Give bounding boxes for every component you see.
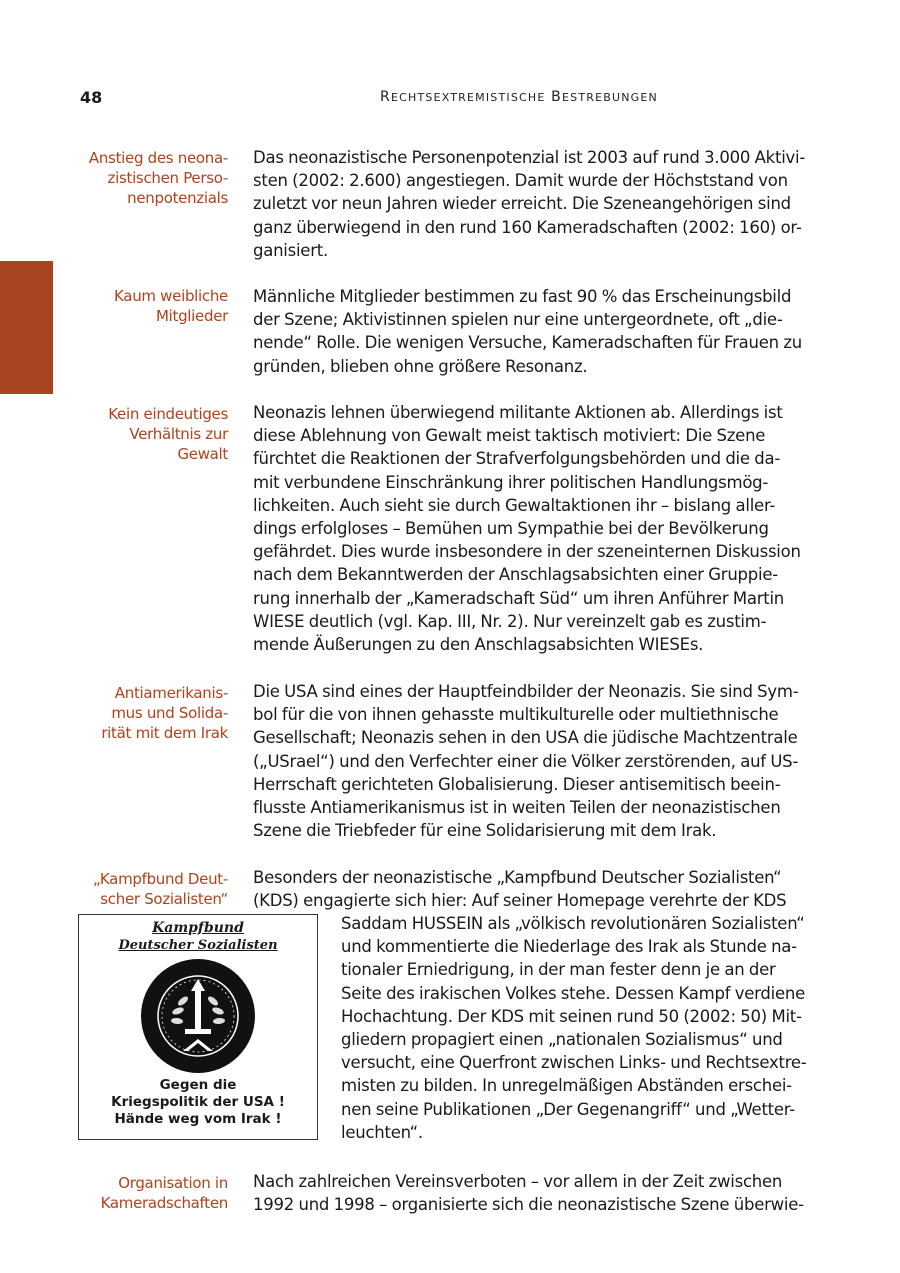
- running-head: RECHTSEXTREMISTISCHE BESTREBUNGEN: [380, 89, 658, 105]
- sidenote-5: „Kampfbund Deut- scher Sozialisten“: [92, 870, 228, 908]
- sidenote-3: Kein eindeutiges Verhältnis zur Gewalt: [108, 405, 228, 463]
- paragraph-5-continued: Saddam HUSSEIN als „völkisch revolutionären Sozialisten“ und kommentierte die Niederlage des Irak als Stunde na- tionaler Erniedrigung, in der man fester denn je an der Seite des irakischen Volkes stehe. Dessen Kampf verdiene Hochachtung. Der KDS mit seinen rund 50 (2002: 50) Mit- gliedern propagiert einen „nationalen Sozialismus“ und versucht, eine Querfront zwischen Links- und Rechtsextre- misten zu bilden. In unregelmäßigen Abständen erschei- nen seine Publikationen „Der Gegenangriff“ und „Wetter- leuchten“.: [341, 914, 807, 1142]
- chapter-tab-marker: [0, 261, 53, 394]
- paragraph-2: Männliche Mitglieder bestimmen zu fast 90 % das Erscheinungsbild der Szene; Aktivistinnen spielen nur eine untergeordnete, oft „die- nende“ Rolle. Die wenigen Versuche, Kameradschaften für Frauen zu gründen, blieben ohne größere Resonanz.: [253, 287, 802, 376]
- logo-title-line1: Kampfbund: [152, 920, 244, 936]
- paragraph-3: Neonazis lehnen überwiegend militante Aktionen ab. Allerdings ist diese Ablehnung von Gewalt meist taktisch motiviert: Die Szene fürchtet die Reaktionen der Strafverfolgungsbehörden und die da- mit verbundene Einschränkung ihrer politischen Handlungsmög- lichkeiten. Auch sieht sie durch Gewaltaktionen ihr – bislang aller- dings erfolgloses – Bemühen um Sympathie bei der Bevölkerung gefährdet. Dies wurde insbesondere in der szeneinternen Diskussion nach dem Bekanntwerden der Anschlagsabsichten einer Gruppie- rung innerhalb der „Kameradschaft Süd“ um ihren Anführer Martin WIESE deutlich (vgl. Kap. III, Nr. 2). Nur vereinzelt gab es zustim- mende Äußerungen zu den Anschlagsabsichten WIESEs.: [253, 403, 801, 655]
- paragraph-1: Das neonazistische Personenpotenzial ist 2003 auf rund 3.000 Aktivi- sten (2002: 2.600) angestiegen. Damit wurde der Höchststand von zuletzt vor neun Jahren wieder erreicht. Die Szeneangehörigen sind ganz überwiegend in den rund 160 Kameradschaften (2002: 160) or- ganisiert.: [253, 148, 806, 260]
- paragraph-6: Nach zahlreichen Vereinsverboten – vor allem in der Zeit zwischen 1992 und 1998 – organisierte sich die neonazistische Szene überwie-: [253, 1172, 804, 1215]
- paragraph-5: Besonders der neonazistische „Kampfbund Deutscher Sozialisten“ (KDS) engagierte sich hier: Auf seiner Homepage verehrte der KDS: [253, 868, 787, 911]
- sidenote-1: Anstieg des neona- zistischen Perso- nenpotenzials: [88, 149, 228, 207]
- logo-slogan-line1: Gegen die: [159, 1077, 237, 1093]
- paragraph-4: Die USA sind eines der Hauptfeindbilder der Neonazis. Sie sind Sym- bol für die von ihnen gehasste multikulturelle oder multiethnische Gesellschaft; Neonazis sehen in den USA die jüdische Machtzentrale („USrael“) und den Verfechter einer die Völker zerstörenden, auf US- Herrschaft gerichteten Globalisierung. Dieser antisemitisch beein- flusste Antiamerikanismus ist in weiten Teilen der neonazistischen Szene die Triebfeder für eine Solidarisierung mit dem Irak.: [253, 682, 799, 841]
- logo-title-line2: Deutscher Sozialisten: [118, 938, 278, 953]
- logo-slogan-line2: Kriegspolitik der USA !: [111, 1094, 285, 1110]
- kds-emblem-icon: [139, 957, 257, 1075]
- sidenote-4: Antiamerikanis- mus und Solida- rität mit dem Irak: [101, 684, 228, 742]
- sidenote-2: Kaum weibliche Mitglieder: [114, 287, 228, 325]
- kds-logo-image: [78, 914, 318, 1140]
- sidenote-6: Organisation in Kameradschaften: [100, 1174, 228, 1212]
- page-number: 48: [80, 88, 103, 107]
- logo-slogan-line3: Hände weg vom Irak !: [114, 1111, 282, 1127]
